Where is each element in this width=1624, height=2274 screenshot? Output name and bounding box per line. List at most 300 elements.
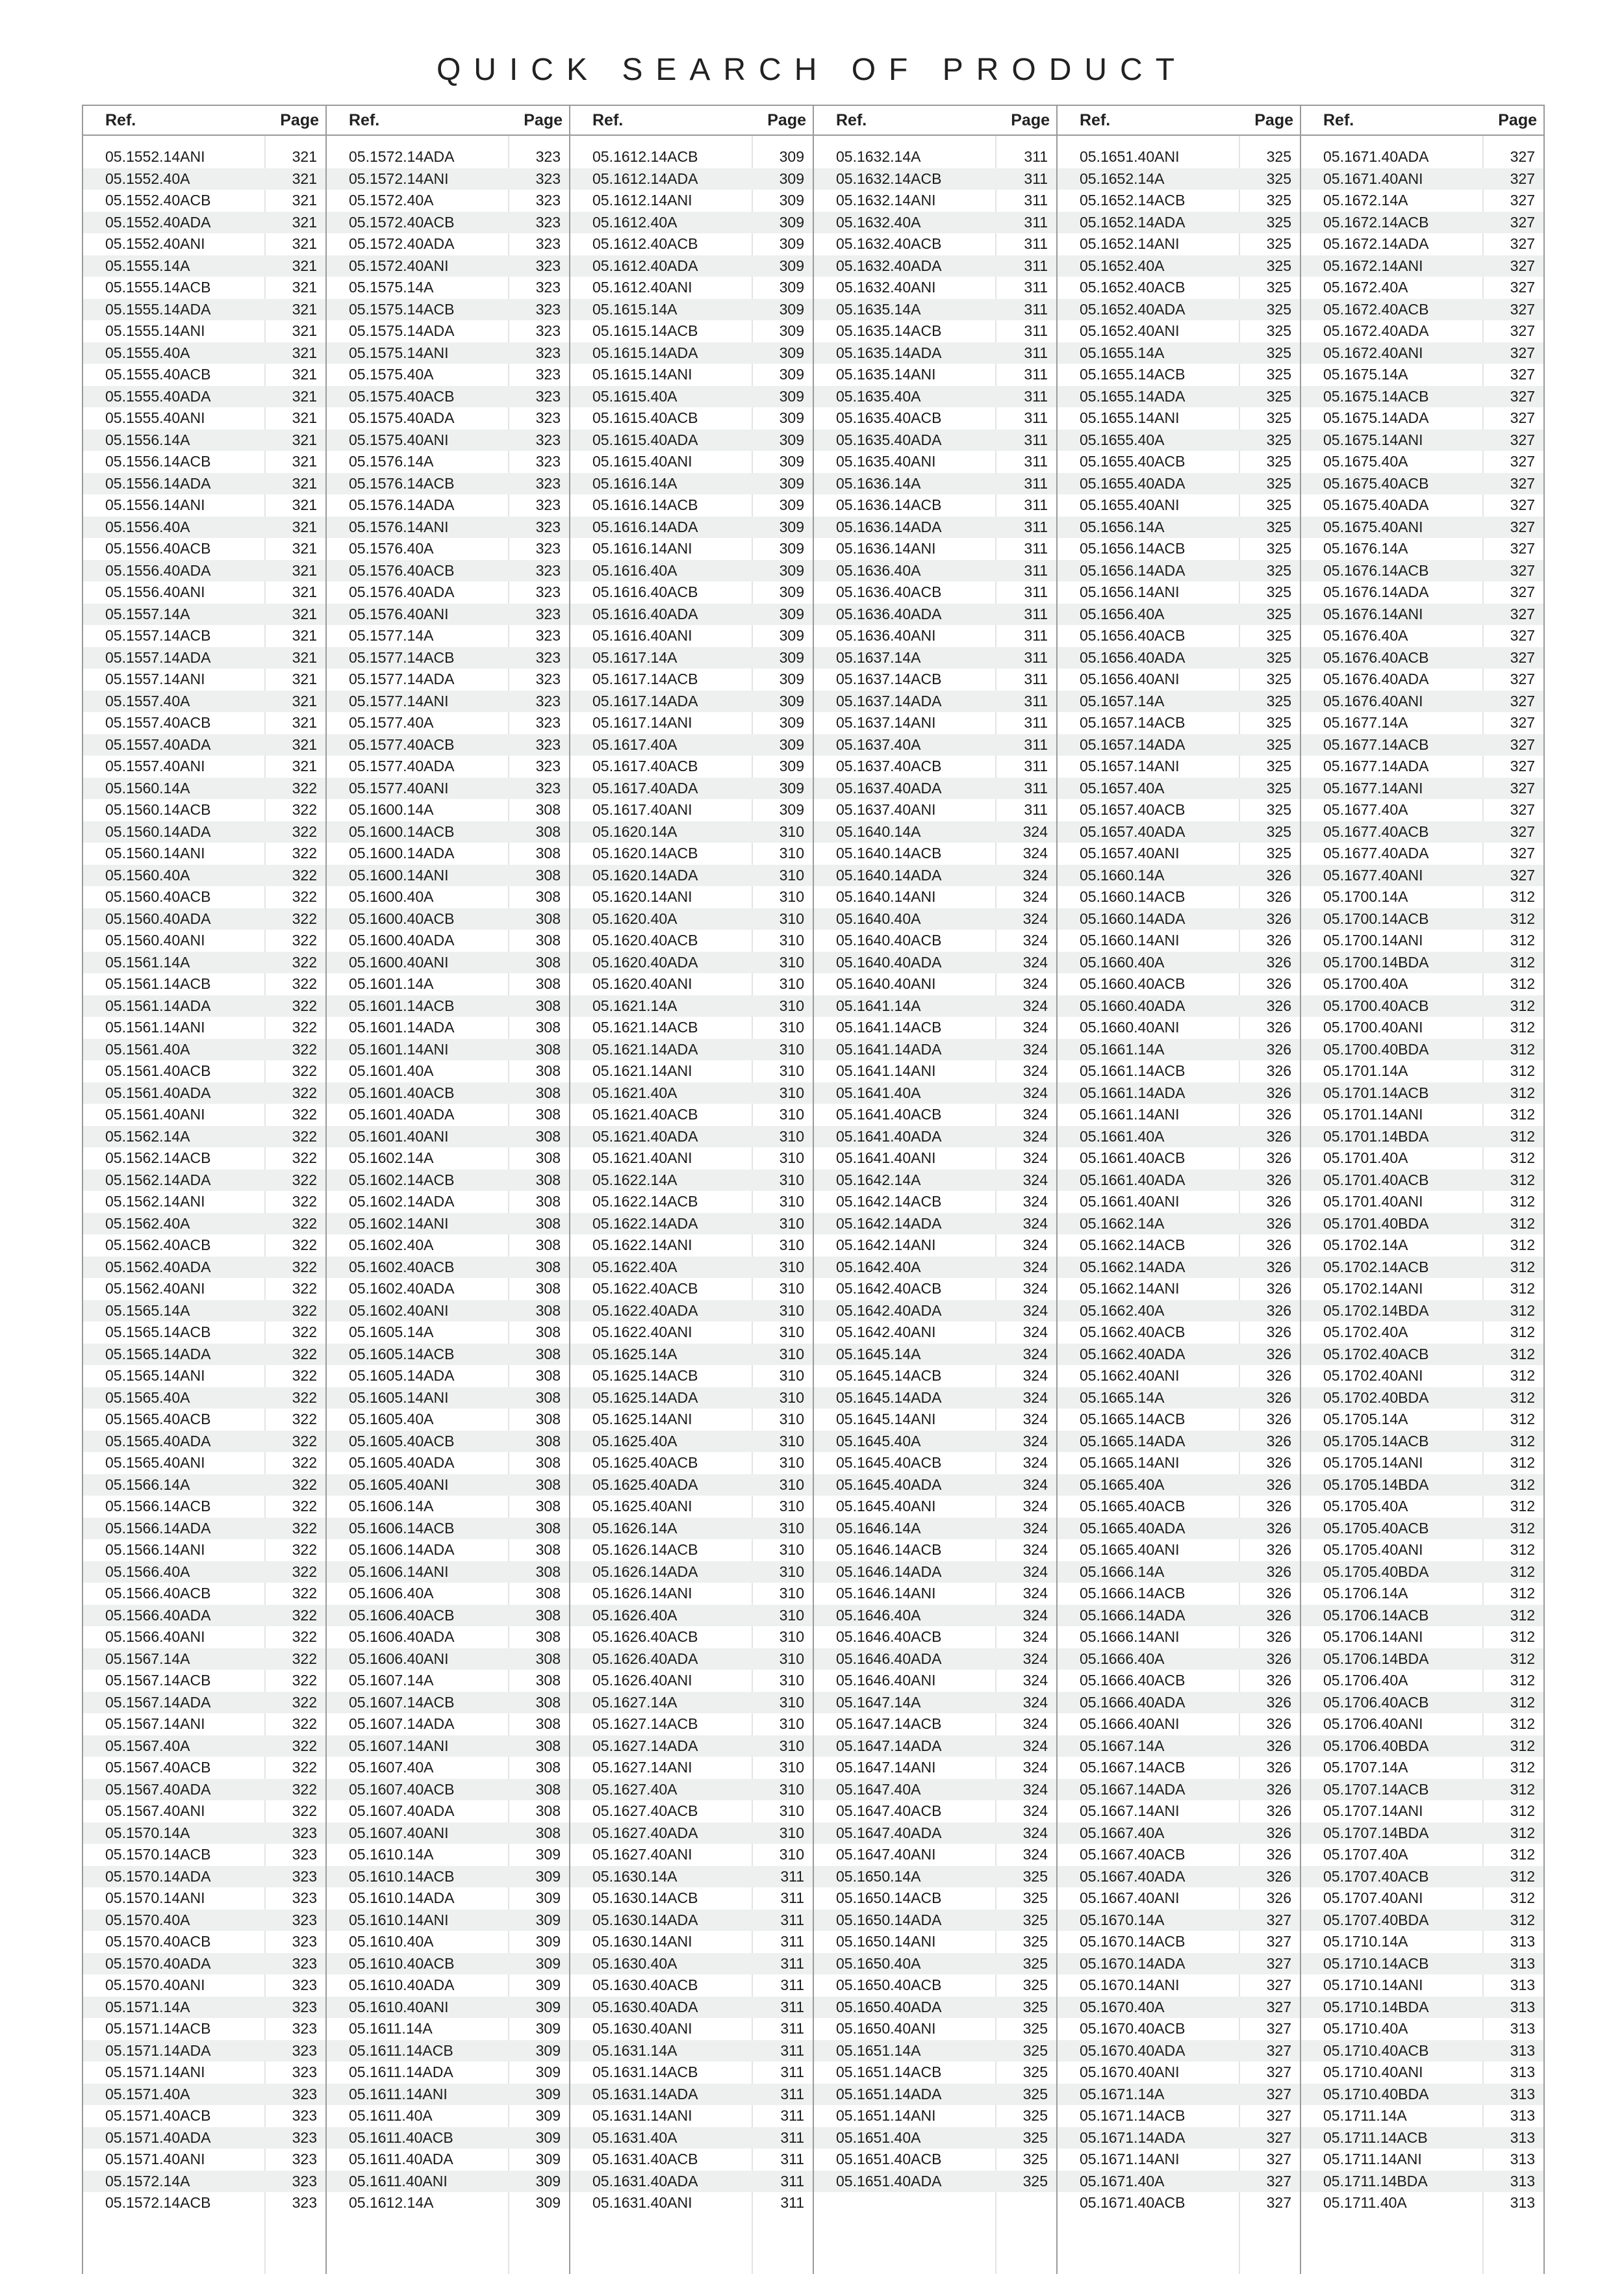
page-title: QUICK SEARCH OF PRODUCT [436, 53, 1188, 87]
ref-cell: 05.1652.14ANI [1080, 235, 1180, 252]
page-cell: 322 [292, 1084, 317, 1101]
page-cell: 326 [1266, 866, 1291, 884]
page-cell: 308 [535, 888, 561, 905]
ref-cell: 05.1627.14ACB [592, 1715, 698, 1732]
ref-cell: 05.1665.40ADA [1080, 1519, 1186, 1537]
table-row [83, 1866, 325, 1888]
ref-cell: 05.1567.40A [105, 1737, 190, 1754]
table-row [1058, 1822, 1300, 1845]
table-row [83, 1300, 325, 1322]
page-cell: 309 [779, 235, 804, 252]
ref-cell: 05.1616.14ADA [592, 518, 698, 535]
page-cell: 312 [1510, 1585, 1535, 1602]
ref-cell: 05.1620.40ACB [592, 932, 698, 949]
table-row [1058, 233, 1300, 255]
table-row [1058, 1496, 1300, 1518]
page-cell: 311 [1024, 779, 1048, 797]
page-cell: 322 [292, 1650, 317, 1667]
page-cell: 325 [1266, 671, 1291, 687]
table-row [1301, 1866, 1543, 1888]
table-row [327, 2192, 569, 2214]
table-row [83, 2127, 325, 2149]
table-row [1301, 1735, 1543, 1757]
table-row [570, 2105, 813, 2127]
page-cell: 309 [535, 1911, 561, 1928]
table-row [327, 1060, 569, 1082]
table-row [1058, 386, 1300, 408]
ref-cell: 05.1557.40ACB [105, 714, 211, 731]
table-row [570, 1713, 813, 1735]
ref-cell: 05.1567.14ANI [105, 1715, 205, 1732]
table-row [327, 1169, 569, 1192]
table-row [1058, 1169, 1300, 1192]
page-cell: 327 [1510, 387, 1535, 405]
table-row [1058, 212, 1300, 234]
table-row [814, 1605, 1056, 1627]
column-body [327, 136, 569, 2274]
table-row [1058, 1257, 1300, 1279]
page-cell: 311 [1024, 257, 1048, 274]
page-cell: 326 [1266, 1519, 1291, 1537]
ref-cell: 05.1607.14ACB [349, 1693, 455, 1711]
ref-cell: 05.1700.14ANI [1323, 932, 1423, 949]
ref-cell: 05.1575.40A [349, 366, 434, 383]
page-cell: 323 [292, 2063, 317, 2080]
page-cell: 326 [1266, 997, 1291, 1014]
page-cell: 313 [1510, 2063, 1535, 2080]
page-cell: 310 [779, 1323, 804, 1340]
page-cell: 323 [535, 540, 561, 557]
table-row [83, 407, 325, 429]
ref-header: Ref. [1323, 110, 1354, 129]
ref-cell: 05.1622.40ACB [592, 1280, 698, 1297]
page-cell: 323 [535, 648, 561, 666]
table-row [814, 429, 1056, 452]
page-cell: 308 [535, 1824, 561, 1841]
table-row [1301, 821, 1543, 843]
table-row [83, 604, 325, 626]
table-row [1301, 1191, 1543, 1213]
ref-cell: 05.1705.14A [1323, 1411, 1408, 1427]
index-column [327, 105, 570, 2274]
ref-cell: 05.1655.14A [1080, 344, 1165, 361]
ref-cell: 05.1602.14ANI [349, 1214, 449, 1232]
ref-cell: 05.1606.14ACB [349, 1519, 455, 1537]
ref-cell: 05.1605.40ACB [349, 1432, 455, 1450]
ref-cell: 05.1677.40ADA [1323, 845, 1429, 862]
ref-cell: 05.1645.40ADA [836, 1476, 942, 1493]
ref-cell: 05.1605.14ANI [349, 1388, 449, 1406]
ref-cell: 05.1701.14A [1323, 1062, 1408, 1079]
ref-cell: 05.1657.14ANI [1080, 758, 1180, 774]
page-cell: 308 [535, 1258, 561, 1275]
ref-cell: 05.1567.40ACB [105, 1759, 211, 1776]
page-cell: 326 [1266, 1411, 1291, 1427]
ref-cell: 05.1607.14ANI [349, 1737, 449, 1754]
ref-cell: 05.1607.14A [349, 1672, 434, 1689]
table-row [1058, 429, 1300, 452]
ref-cell: 05.1642.14ANI [836, 1236, 936, 1253]
ref-cell: 05.1635.40A [836, 387, 921, 405]
table-row [570, 865, 813, 887]
table-row [327, 1104, 569, 1126]
ref-cell: 05.1676.40ADA [1323, 671, 1429, 687]
page-cell: 324 [1022, 1454, 1048, 1471]
page-cell: 321 [292, 540, 317, 557]
ref-cell: 05.1606.14ANI [349, 1563, 449, 1580]
ref-cell: 05.1641.14ADA [836, 1040, 942, 1058]
table-row [1301, 712, 1543, 734]
table-row [83, 734, 325, 756]
page-cell: 312 [1510, 1345, 1535, 1362]
table-row [83, 1322, 325, 1344]
page-cell: 325 [1266, 605, 1291, 622]
page-cell: 325 [1266, 583, 1291, 600]
table-row [83, 1539, 325, 1561]
table-row [1301, 386, 1543, 408]
table-row [1058, 973, 1300, 995]
ref-cell: 05.1675.14ANI [1323, 431, 1423, 448]
table-row [83, 647, 325, 669]
ref-cell: 05.1631.40A [592, 2128, 678, 2146]
ref-header: Ref. [592, 110, 624, 129]
page-cell: 322 [292, 1367, 317, 1384]
table-row [1301, 1147, 1543, 1169]
page-cell: 311 [780, 2063, 804, 2080]
table-row [814, 778, 1056, 800]
table-row [1058, 1126, 1300, 1148]
table-row [814, 473, 1056, 495]
page-cell: 323 [292, 1911, 317, 1928]
ref-cell: 05.1661.14ANI [1080, 1106, 1180, 1123]
table-row [327, 168, 569, 190]
table-row [570, 1082, 813, 1105]
page-cell: 326 [1266, 1737, 1291, 1754]
ref-cell: 05.1602.40ACB [349, 1258, 455, 1275]
page-cell: 310 [779, 1693, 804, 1711]
ref-cell: 05.1662.40ACB [1080, 1323, 1186, 1340]
page-cell: 323 [292, 1867, 317, 1885]
ref-cell: 05.1645.14ACB [836, 1367, 942, 1384]
page-cell: 322 [292, 1062, 317, 1079]
table-row [570, 821, 813, 843]
ref-cell: 05.1555.40ANI [105, 409, 205, 426]
table-row [327, 1234, 569, 1257]
page-cell: 310 [779, 1454, 804, 1471]
ref-cell: 05.1636.40A [836, 561, 921, 579]
table-row [327, 451, 569, 473]
ref-cell: 05.1677.14ADA [1323, 758, 1429, 774]
page-cell: 321 [292, 561, 317, 579]
table-row [814, 1518, 1056, 1540]
page-cell: 321 [292, 474, 317, 492]
page-cell: 310 [779, 1214, 804, 1232]
ref-cell: 05.1662.40A [1080, 1301, 1165, 1319]
ref-cell: 05.1616.14ANI [592, 540, 692, 557]
ref-cell: 05.1561.14ANI [105, 1019, 205, 1036]
table-row [814, 1278, 1056, 1300]
table-row [1301, 756, 1543, 778]
ref-cell: 05.1561.14ADA [105, 997, 211, 1014]
ref-cell: 05.1675.14A [1323, 366, 1408, 383]
page-cell: 322 [292, 1345, 317, 1362]
page-cell: 327 [1510, 192, 1535, 209]
table-row [1058, 1931, 1300, 1953]
page-cell: 322 [292, 1802, 317, 1819]
table-row [1301, 778, 1543, 800]
ref-cell: 05.1610.40A [349, 1933, 434, 1950]
page-cell: 325 [1266, 300, 1291, 318]
ref-cell: 05.1576.40A [349, 540, 434, 557]
ref-cell: 05.1625.40ACB [592, 1454, 698, 1471]
page-cell: 326 [1266, 1606, 1291, 1624]
ref-cell: 05.1552.40ACB [105, 192, 211, 209]
page-cell: 309 [779, 540, 804, 557]
table-row [1058, 2105, 1300, 2127]
table-row [814, 1648, 1056, 1670]
table-row [1058, 1800, 1300, 1822]
ref-cell: 05.1670.40A [1080, 1998, 1165, 2015]
ref-cell: 05.1642.14A [836, 1171, 921, 1188]
page-cell: 321 [292, 257, 317, 274]
page-cell: 308 [535, 910, 561, 927]
column-body [1301, 136, 1543, 2274]
ref-cell: 05.1637.14A [836, 648, 921, 666]
table-row [1301, 364, 1543, 386]
page-cell: 312 [1510, 1323, 1535, 1340]
page-cell: 322 [292, 975, 317, 992]
table-row [1058, 168, 1300, 190]
table-row [1301, 429, 1543, 452]
table-row [570, 647, 813, 669]
page-cell: 324 [1022, 1432, 1048, 1450]
table-row [327, 1561, 569, 1583]
table-row [327, 342, 569, 364]
ref-cell: 05.1552.14ANI [105, 148, 205, 165]
ref-cell: 05.1561.40A [105, 1040, 190, 1058]
table-row [570, 1300, 813, 1322]
page-cell: 325 [1266, 474, 1291, 492]
ref-cell: 05.1666.40ACB [1080, 1672, 1186, 1689]
ref-cell: 05.1711.14A [1323, 2107, 1407, 2124]
ref-cell: 05.1626.40ADA [592, 1650, 698, 1667]
ref-cell: 05.1637.14ANI [836, 714, 936, 731]
ref-cell: 05.1565.14ACB [105, 1323, 211, 1340]
table-row [814, 1779, 1056, 1801]
table-row [327, 1713, 569, 1735]
table-row [570, 669, 813, 691]
page-cell: 326 [1266, 1040, 1291, 1058]
ref-cell: 05.1660.14ANI [1080, 932, 1180, 949]
table-row [1301, 168, 1543, 190]
table-row [1058, 581, 1300, 604]
ref-cell: 05.1655.40A [1080, 431, 1165, 448]
column-body [83, 136, 325, 2274]
page-cell: 322 [292, 888, 317, 905]
ref-cell: 05.1615.14ADA [592, 344, 698, 361]
page-cell: 326 [1266, 1258, 1291, 1275]
table-row [1058, 1605, 1300, 1627]
table-row [814, 1060, 1056, 1082]
page-cell: 325 [1266, 779, 1291, 797]
table-row [83, 1887, 325, 1910]
page-cell: 310 [779, 823, 804, 840]
ref-cell: 05.1651.14A [836, 2041, 921, 2059]
table-row [1301, 1974, 1543, 1997]
page-cell: 326 [1266, 1301, 1291, 1319]
page-cell: 310 [779, 845, 804, 862]
ref-cell: 05.1656.14ACB [1080, 540, 1186, 557]
ref-cell: 05.1605.40ADA [349, 1454, 455, 1471]
ref-cell: 05.1576.40ACB [349, 561, 455, 579]
table-row [814, 1452, 1056, 1474]
page-cell: 327 [1510, 758, 1535, 774]
table-row [570, 1365, 813, 1387]
ref-cell: 05.1670.40ADA [1080, 2041, 1186, 2059]
ref-cell: 05.1640.40ACB [836, 932, 942, 949]
ref-cell: 05.1672.14ANI [1323, 257, 1423, 274]
page-cell: 312 [1510, 1650, 1535, 1667]
ref-cell: 05.1617.40ACB [592, 758, 698, 774]
table-row [83, 2018, 325, 2040]
ref-cell: 05.1707.40ACB [1323, 1867, 1429, 1885]
ref-cell: 05.1710.14ACB [1323, 1954, 1429, 1972]
page-cell: 308 [535, 1802, 561, 1819]
table-row [570, 429, 813, 452]
page-cell: 311 [780, 2128, 804, 2146]
page-cell: 308 [535, 1432, 561, 1450]
index-column [1301, 105, 1545, 2274]
page-cell: 312 [1510, 1672, 1535, 1689]
table-row [1058, 1060, 1300, 1082]
ref-cell: 05.1665.40ANI [1080, 1541, 1180, 1558]
ref-cell: 05.1651.40A [836, 2128, 921, 2146]
page-cell: 322 [292, 1388, 317, 1406]
table-row [83, 342, 325, 364]
table-row [1058, 1409, 1300, 1431]
page-cell: 323 [535, 322, 561, 339]
page-cell: 324 [1022, 1323, 1048, 1340]
ref-cell: 05.1612.40ACB [592, 235, 698, 252]
page-cell: 322 [292, 1672, 317, 1689]
table-row [1301, 865, 1543, 887]
ref-cell: 05.1626.40ACB [592, 1628, 698, 1645]
ref-cell: 05.1620.14A [592, 823, 678, 840]
page-cell: 311 [1024, 170, 1048, 187]
page-cell: 311 [1024, 409, 1048, 426]
ref-cell: 05.1647.14ADA [836, 1737, 942, 1754]
table-row [327, 604, 569, 626]
ref-cell: 05.1651.40ACB [836, 2151, 942, 2167]
table-row [327, 560, 569, 582]
page-cell: 325 [1266, 714, 1291, 731]
table-row [83, 1387, 325, 1409]
ref-cell: 05.1666.14ANI [1080, 1628, 1180, 1645]
ref-cell: 05.1677.40ANI [1323, 866, 1423, 884]
page-cell: 313 [1510, 2194, 1535, 2211]
page-cell: 309 [535, 1998, 561, 2015]
ref-cell: 05.1617.14A [592, 648, 678, 666]
page-cell: 310 [779, 1388, 804, 1406]
table-row [327, 2040, 569, 2062]
table-row [1058, 2062, 1300, 2084]
page-cell: 310 [779, 1672, 804, 1689]
page-cell: 321 [292, 366, 317, 383]
table-row [83, 581, 325, 604]
page-cell: 322 [292, 779, 317, 797]
ref-cell: 05.1656.14ANI [1080, 583, 1180, 600]
table-row [1301, 930, 1543, 952]
table-row [327, 734, 569, 756]
ref-cell: 05.1571.40ACB [105, 2107, 211, 2124]
table-row [327, 712, 569, 734]
page-cell: 325 [1266, 453, 1291, 470]
page-cell: 310 [779, 910, 804, 927]
ref-cell: 05.1646.40ANI [836, 1672, 936, 1689]
ref-cell: 05.1652.40ACB [1080, 279, 1186, 296]
table-row [1058, 2084, 1300, 2106]
table-row [83, 1213, 325, 1235]
ref-cell: 05.1655.40ANI [1080, 496, 1180, 513]
column-header [814, 105, 1056, 136]
page-cell: 309 [779, 496, 804, 513]
ref-cell: 05.1615.14ANI [592, 366, 692, 383]
page-cell: 308 [535, 1127, 561, 1145]
ref-cell: 05.1576.40ADA [349, 583, 455, 600]
ref-cell: 05.1600.40ADA [349, 932, 455, 949]
ref-header: Ref. [1080, 110, 1111, 129]
product-index-table [82, 105, 1545, 2274]
ref-cell: 05.1557.40ANI [105, 758, 205, 774]
ref-cell: 05.1556.14ADA [105, 474, 211, 492]
table-row [570, 517, 813, 539]
page-cell: 326 [1266, 1214, 1291, 1232]
table-row [1301, 2084, 1543, 2106]
ref-cell: 05.1657.40ANI [1080, 845, 1180, 862]
ref-cell: 05.1570.40A [105, 1911, 190, 1928]
table-row [327, 190, 569, 212]
table-row [1301, 407, 1543, 429]
table-row [327, 995, 569, 1017]
ref-cell: 05.1666.40A [1080, 1650, 1165, 1667]
ref-cell: 05.1572.14ADA [349, 148, 455, 165]
page-cell: 312 [1510, 953, 1535, 971]
page-cell: 321 [292, 627, 317, 644]
ref-cell: 05.1556.40ACB [105, 540, 211, 557]
page-cell: 309 [535, 2063, 561, 2080]
table-row [83, 517, 325, 539]
table-row [1301, 908, 1543, 930]
table-row [1058, 364, 1300, 386]
ref-cell: 05.1616.40A [592, 561, 678, 579]
table-row [570, 1779, 813, 1801]
page-cell: 322 [292, 1280, 317, 1297]
ref-cell: 05.1701.14BDA [1323, 1127, 1429, 1145]
table-row [814, 1431, 1056, 1453]
page-cell: 321 [292, 431, 317, 448]
page-cell: 324 [1022, 1236, 1048, 1253]
table-row [1301, 146, 1543, 168]
ref-cell: 05.1650.14ADA [836, 1911, 942, 1928]
table-row [1058, 821, 1300, 843]
ref-cell: 05.1556.14A [105, 431, 190, 448]
page-cell: 323 [535, 671, 561, 687]
page-cell: 324 [1022, 1476, 1048, 1493]
page-cell: 311 [1024, 148, 1048, 165]
ref-cell: 05.1651.14ADA [836, 2085, 942, 2102]
page-cell: 325 [1266, 279, 1291, 296]
ref-cell: 05.1570.14ANI [105, 1889, 205, 1906]
